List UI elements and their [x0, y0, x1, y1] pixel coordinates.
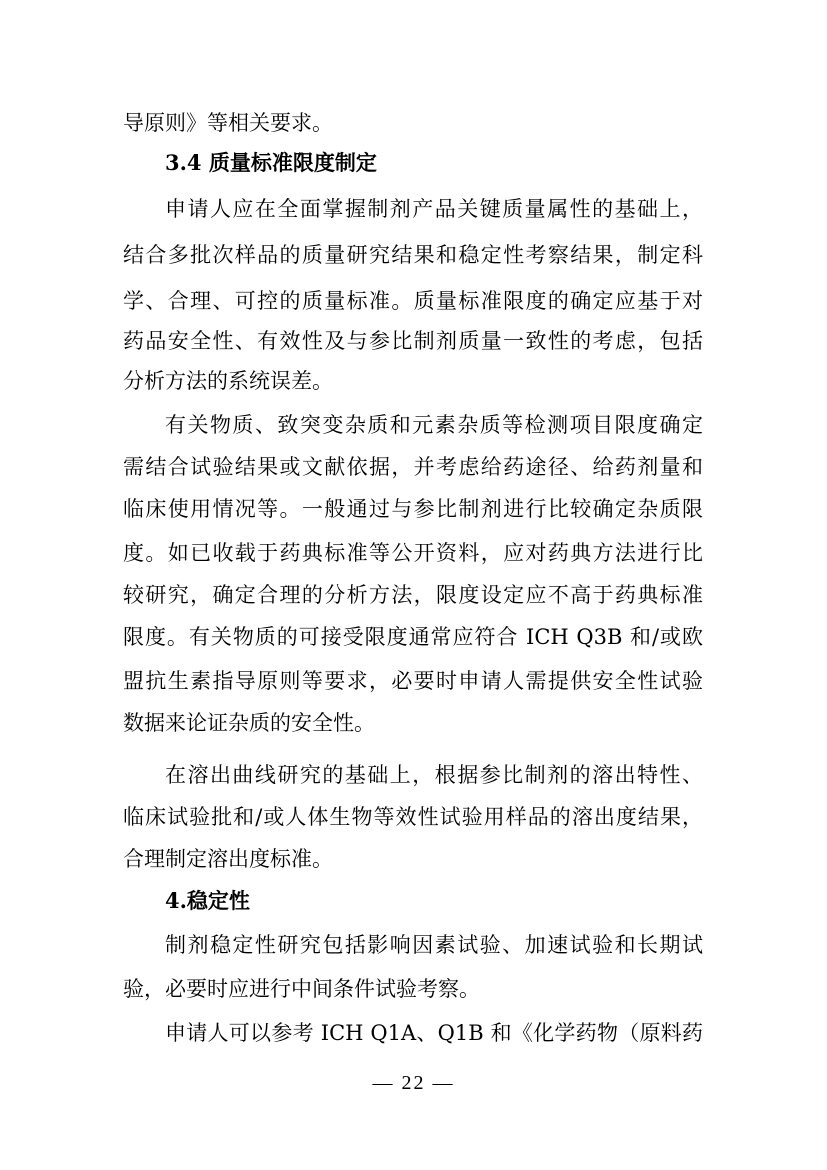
- body-text-line: 制剂稳定性研究包括影响因素试验、加速试验和长期试: [165, 933, 703, 957]
- body-text-line: 分析方法的系统误差。: [123, 369, 333, 393]
- section-heading-4: 4.稳定性: [165, 888, 250, 913]
- body-text-line: 有关物质、致突变杂质和元素杂质等检测项目限度确定: [165, 413, 703, 437]
- body-text-line: 盟抗生素指导原则等要求，必要时申请人需提供安全性试验: [123, 669, 703, 693]
- body-text-line: 限度。有关物质的可接受限度通常应符合 ICH Q3B 和/或欧: [123, 625, 703, 649]
- body-text-line: 临床使用情况等。一般通过与参比制剂进行比较确定杂质限: [123, 497, 703, 521]
- body-text-line: 申请人应在全面掌握制剂产品关键质量属性的基础上，: [165, 197, 703, 221]
- body-text-line: 数据来论证杂质的安全性。: [123, 711, 375, 735]
- body-text-line: 度。如已收载于药典标准等公开资料，应对药典方法进行比: [123, 541, 703, 565]
- body-text-line: 验，必要时应进行中间条件试验考察。: [123, 977, 480, 1001]
- body-text-line: 在溶出曲线研究的基础上，根据参比制剂的溶出特性、: [165, 763, 703, 787]
- body-text-line: 申请人可以参考 ICH Q1A、Q1B 和《化学药物（原料药: [165, 1021, 703, 1045]
- body-text-line: 导原则》等相关要求。: [123, 111, 333, 135]
- body-text-line: 学、合理、可控的质量标准。质量标准限度的确定应基于对: [123, 289, 703, 313]
- page-number: — 22 —: [372, 1072, 455, 1094]
- body-text-line: 合理制定溶出度标准。: [123, 847, 333, 871]
- body-text-line: 需结合试验结果或文献依据，并考虑给药途径、给药剂量和: [123, 455, 703, 479]
- body-text-line: 药品安全性、有效性及与参比制剂质量一致性的考虑，包括: [123, 329, 703, 353]
- body-text-line: 临床试验批和/或人体生物等效性试验用样品的溶出度结果，: [123, 805, 703, 829]
- body-text-line: 较研究，确定合理的分析方法，限度设定应不高于药典标准: [123, 583, 703, 607]
- section-heading-3-4: 3.4 质量标准限度制定: [165, 150, 377, 175]
- body-text-line: 结合多批次样品的质量研究结果和稳定性考察结果，制定科: [123, 243, 703, 267]
